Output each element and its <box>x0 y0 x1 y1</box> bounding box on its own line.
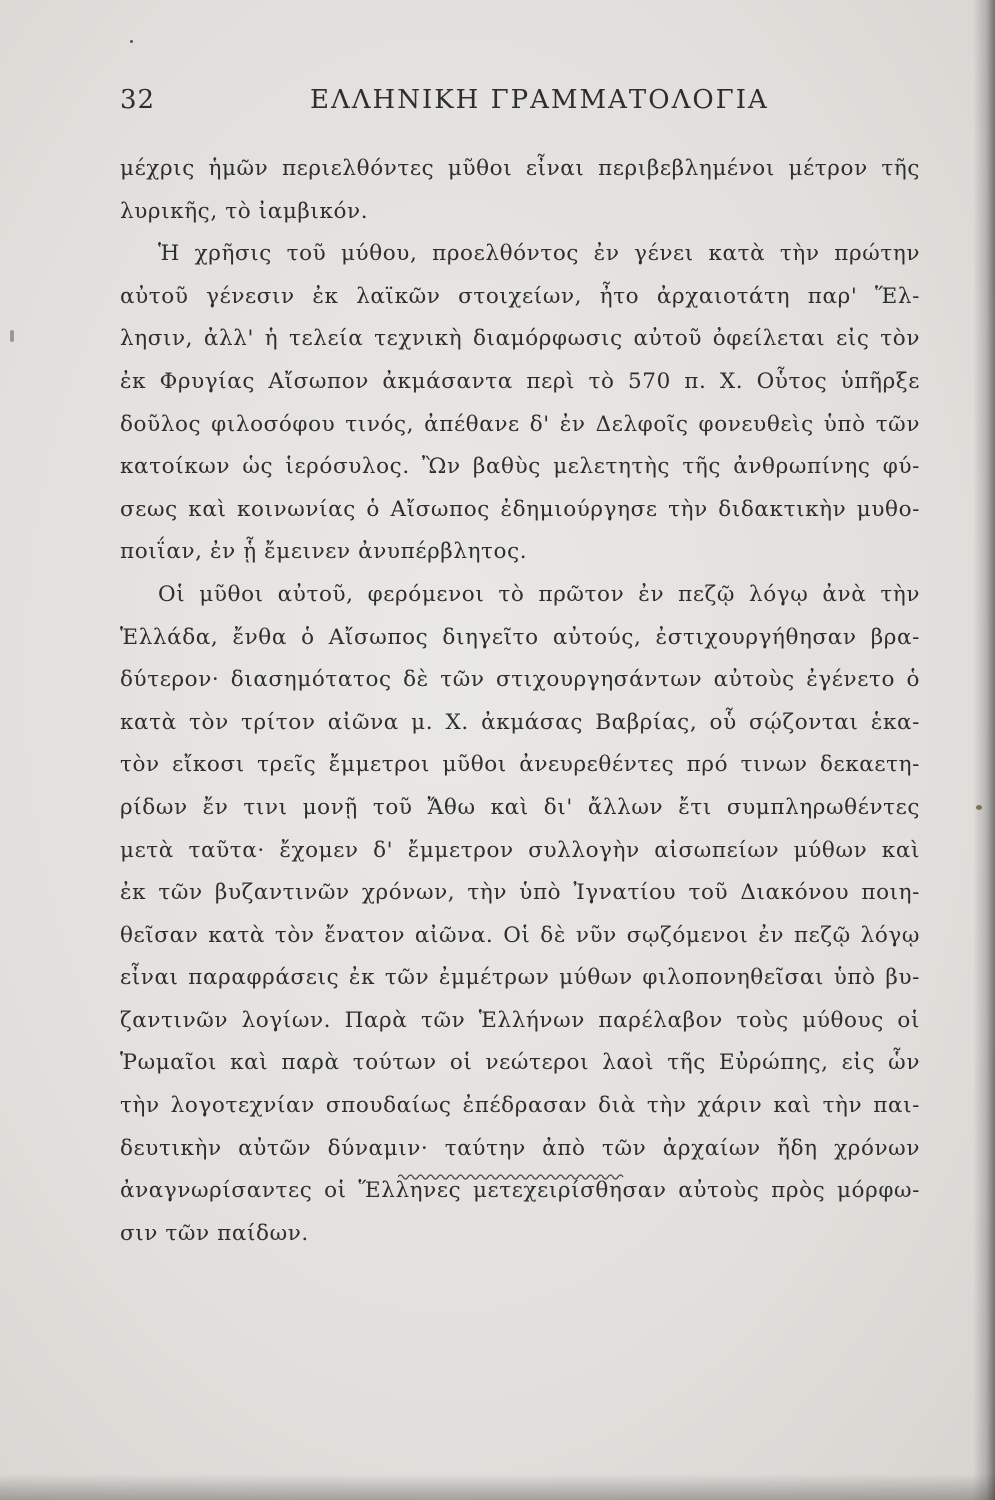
text-line: δοῦλος φιλοσόφου τινός, ἀπέθανε δ' ἐν Δελφοῖς φονευθεὶς ὑπὸ τῶν <box>120 411 920 437</box>
text-line: τὴν λογοτεχνίαν σπουδαίως ἐπέδρασαν διὰ τὴν χάριν καὶ τὴν παι- <box>120 1093 920 1119</box>
text-line: δευτικὴν αὐτῶν δύναμιν· ταύτην ἀπὸ τῶν ἀρχαίων ἤδη χρόνων <box>120 1135 920 1161</box>
text-line: ἐκ τῶν βυζαντινῶν χρόνων, τὴν ὑπὸ Ἰγνατίου τοῦ Διακόνου ποιη- <box>120 880 920 906</box>
text-line: σιν τῶν παίδων. <box>120 1220 309 1246</box>
text-line: κατὰ τὸν τρίτον αἰῶνα μ. Χ. ἀκμάσας Βαβρίας, οὗ σῴζονται ἑκα- <box>120 709 920 735</box>
text-line: ἐκ Φρυγίας Αἴσωπον ἀκμάσαντα περὶ τὸ 570 π. Χ. Οὗτος ὑπῆρξε <box>120 368 920 394</box>
page-number: 32 <box>120 85 156 115</box>
text-line: Ἑλλάδα, ἔνθα ὁ Αἴσωπος διηγεῖτο αὐτούς, ἐστιχουργήθησαν βρα- <box>120 624 920 650</box>
text-line: λυρικῆς, τὸ ἰαμβικόν. <box>120 198 369 224</box>
text-line: Ῥωμαῖοι καὶ παρὰ τούτων οἱ νεώτεροι λαοὶ τῆς Εὐρώπης, εἰς ὧν <box>120 1050 920 1076</box>
page-edge-shadow <box>973 0 995 1500</box>
page-edge-shadow <box>0 1474 995 1500</box>
paper-speck <box>130 40 133 43</box>
text-line: αὐτοῦ γένεσιν ἐκ λαϊκῶν στοιχείων, ἦτο ἀρχαιοτάτη παρ' Ἕλ- <box>120 283 920 309</box>
text-line: τὸν εἴκοσι τρεῖς ἔμμετροι μῦθοι ἀνευρεθέντες πρό τινων δεκαετη- <box>120 752 920 778</box>
text-line: ἀναγνωρίσαντες οἱ Ἕλληνες μετεχειρίσθησαν αὐτοὺς πρὸς μόρφω- <box>120 1178 920 1204</box>
text-line: κατοίκων ὡς ἱερόσυλος. Ὢν βαθὺς μελετητὴς τῆς ἀνθρωπίνης φύ- <box>120 454 920 480</box>
text-line: μέχρις ἡμῶν περιελθόντες μῦθοι εἶναι περιβεβλημένοι μέτρον τῆς <box>120 156 920 181</box>
running-title: ΕΛΛΗΝΙΚΗ ΓΡΑΜΜΑΤΟΛΟΓΙΑ <box>310 85 769 115</box>
text-line: θεῖσαν κατὰ τὸν ἔνατον αἰῶνα. Οἱ δὲ νῦν σῳζόμενοι ἐν πεζῷ λόγῳ <box>120 922 920 948</box>
paper-speck <box>10 330 14 342</box>
text-line: ποιΐαν, ἐν ᾗ ἔμεινεν ἀνυπέρβλητος. <box>120 539 528 565</box>
text-line: εἶναι παραφράσεις ἐκ τῶν ἐμμέτρων μύθων φιλοπονηθεῖσαι ὑπὸ βυ- <box>120 965 920 991</box>
text-line: μετὰ ταῦτα· ἔχομεν δ' ἔμμετρον συλλογὴν αἰσωπείων μύθων καὶ <box>120 837 920 863</box>
text-line: ρίδων ἔν τινι μονῇ τοῦ Ἄθω καὶ δι' ἄλλων ἔτι συμπληρωθέντες <box>120 794 920 820</box>
text-line: δύτερον· διασημότατος δὲ τῶν στιχουργησάντων αὐτοὺς ἐγένετο ὁ <box>120 667 920 693</box>
text-line: Οἱ μῦθοι αὐτοῦ, φερόμενοι τὸ πρῶτον ἐν πεζῷ λόγῳ ἀνὰ τὴν <box>158 581 920 607</box>
text-line: ζαντινῶν λογίων. Παρὰ τῶν Ἑλλήνων παρέλαβον τοὺς μύθους οἱ <box>120 1007 920 1033</box>
section-end-ornament <box>398 1172 624 1182</box>
text-line: Ἡ χρῆσις τοῦ μύθου, προελθόντος ἐν γένει κατὰ τὴν πρώτην <box>158 241 920 267</box>
body-text <box>120 148 920 1255</box>
text-line: λησιν, ἀλλ' ἡ τελεία τεχνικὴ διαμόρφωσις αὐτοῦ ὀφείλεται εἰς τὸν <box>120 326 920 352</box>
text-line: σεως καὶ κοινωνίας ὁ Αἴσωπος ἐδημιούργησε τὴν διδακτικὴν μυθο- <box>120 496 920 522</box>
